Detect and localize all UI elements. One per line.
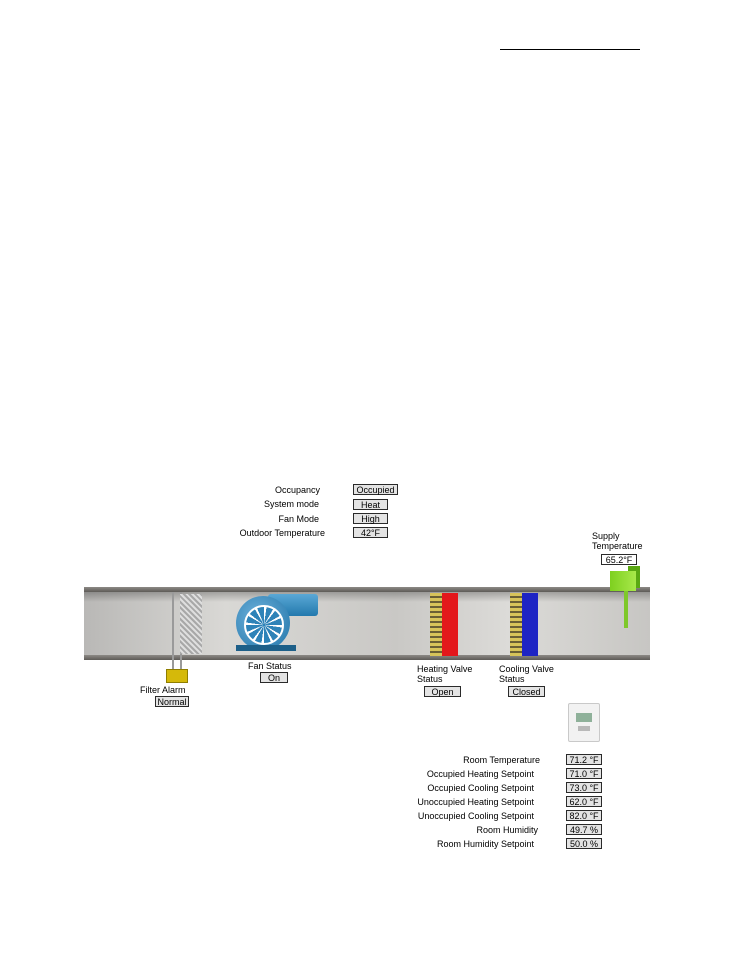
heating-coil-plate xyxy=(442,593,458,656)
occupied-cooling-setpoint-value[interactable]: 73.0 °F xyxy=(566,782,602,793)
thermostat-buttons xyxy=(578,726,590,731)
supply-label-line1: Supply xyxy=(592,531,620,541)
room-temperature-label: Room Temperature xyxy=(463,755,540,765)
supply-temperature-sensor-icon xyxy=(610,571,636,591)
fan-status-label: Fan Status xyxy=(248,661,292,671)
occupied-cooling-setpoint-label: Occupied Cooling Setpoint xyxy=(427,783,534,793)
cooling-valve-label-line2: Status xyxy=(499,674,525,684)
cooling-valve-value: Closed xyxy=(508,686,545,697)
room-humidity-setpoint-value[interactable]: 50.0 % xyxy=(566,838,602,849)
cooling-coil-icon xyxy=(510,593,540,656)
system-mode-value[interactable]: Heat xyxy=(353,499,388,510)
heating-valve-label-line1: Heating Valve xyxy=(417,664,473,674)
header-rule xyxy=(500,49,640,50)
fan-mode-label: Fan Mode xyxy=(278,514,319,524)
duct-top-rail xyxy=(84,587,650,592)
heating-valve-label-line2: Status xyxy=(417,674,443,684)
room-humidity-label: Room Humidity xyxy=(476,825,538,835)
filter-alarm-value: Normal xyxy=(155,696,189,707)
filter-rod-left xyxy=(172,592,174,670)
supply-label-line2: Temperature xyxy=(592,541,643,551)
outdoor-temperature-label: Outdoor Temperature xyxy=(239,528,325,538)
unoccupied-heating-setpoint-label: Unoccupied Heating Setpoint xyxy=(417,797,534,807)
heating-valve-value: Open xyxy=(424,686,461,697)
fan-wheel xyxy=(244,605,284,645)
supply-temperature-value: 65.2°F xyxy=(601,554,637,565)
room-humidity-value: 49.7 % xyxy=(566,824,602,835)
thermostat-icon xyxy=(568,703,600,742)
occupied-heating-setpoint-label: Occupied Heating Setpoint xyxy=(426,769,534,779)
unoccupied-cooling-setpoint-value[interactable]: 82.0 °F xyxy=(566,810,602,821)
duct-shadow xyxy=(84,592,650,602)
unoccupied-heating-setpoint-value[interactable]: 62.0 °F xyxy=(566,796,602,807)
outdoor-temperature-value: 42°F xyxy=(353,527,388,538)
room-temperature-value: 71.2 °F xyxy=(566,754,602,765)
filter-icon xyxy=(180,594,202,654)
supply-sensor-probe xyxy=(624,591,628,628)
fan-base xyxy=(236,645,296,651)
filter-alarm-label: Filter Alarm xyxy=(140,685,186,695)
cooling-valve-label-line1: Cooling Valve xyxy=(499,664,554,674)
fan-status-value: On xyxy=(260,672,288,683)
duct-bottom-rail xyxy=(84,655,650,660)
cooling-coil-plate xyxy=(522,593,538,656)
filter-alarm-indicator xyxy=(166,669,188,683)
occupancy-label: Occupancy xyxy=(274,485,320,495)
occupancy-value[interactable]: Occupied xyxy=(353,484,398,495)
system-mode-label: System mode xyxy=(263,499,319,509)
thermostat-screen xyxy=(576,713,592,722)
heating-coil-icon xyxy=(430,593,460,656)
room-humidity-setpoint-label: Room Humidity Setpoint xyxy=(436,839,534,849)
unoccupied-cooling-setpoint-label: Unoccupied Cooling Setpoint xyxy=(417,811,534,821)
occupied-heating-setpoint-value[interactable]: 71.0 °F xyxy=(566,768,602,779)
fan-mode-value[interactable]: High xyxy=(353,513,388,524)
